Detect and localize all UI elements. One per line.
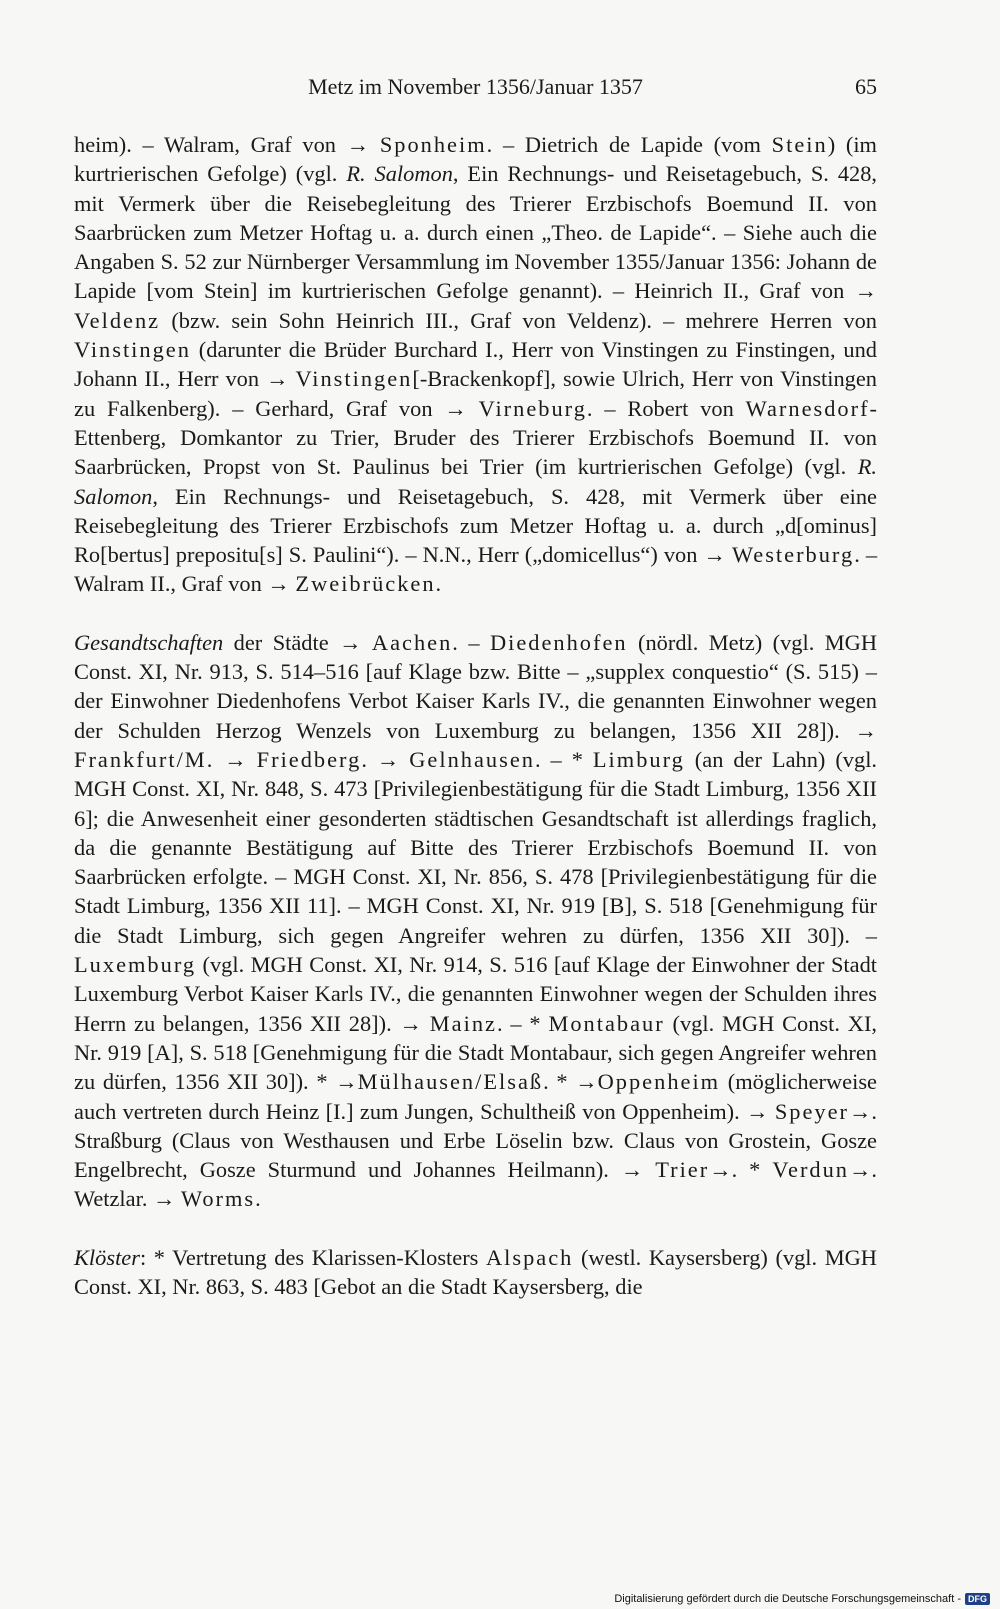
place-name: Friedberg [256,746,362,772]
place-name: Vinstingen [74,337,191,363]
place-name: Limburg [592,746,685,772]
text: [-Brackenkopf], sowie Ulrich, Herr von Vinstingen zu Falkenberg). – Gerhard, Graf von [74,366,877,421]
text: (darunter die Brüder Burchard I., Herr von Vinstingen zu Finstingen, und Johann II., Herr von [74,337,877,392]
place-name: Vinstingen [295,366,413,392]
section-label: Klöster [74,1244,140,1270]
place-name: Montabaur [548,1010,665,1036]
arrow-icon: → [153,1186,176,1212]
text: ) (im kurtrierischen Gefolge) (vgl. [74,132,877,187]
arrow-icon: → [849,1157,872,1183]
text: -Ettenberg, Domkantor zu Trier, Bruder des Trierer Erzbischofs Boemund II. von Saarbrücken, Propst von St. Paulinus bei Trier (im kurtrierischen Gefolge) (vgl. [74,395,877,480]
dfg-logo-icon: DFG [965,1593,990,1605]
arrow-icon: → [266,366,289,392]
place-name: Aachen [371,629,453,655]
place-name: Luxemburg [74,952,197,978]
paragraph-persons [74,130,877,599]
place-name: Virneburg [478,395,587,421]
place-name: Mainz [429,1010,497,1036]
text: heim). – Walram, Graf von [74,132,347,157]
arrow-icon: → [849,1098,872,1124]
place-name: Veldenz [74,307,161,333]
arrow-icon: → [339,629,362,655]
page-header [74,72,877,102]
text: . – [452,629,490,655]
place-name: Oppenheim [597,1069,721,1095]
text: . [435,571,442,597]
text: . * [543,1069,576,1095]
author-name: R. Salomon [74,454,877,509]
arrow-icon: → [224,746,247,772]
running-title: Metz im November 1356/Januar 1357 [308,74,643,99]
main-text [74,130,877,1301]
text: . * [731,1157,773,1183]
text: . [361,746,377,772]
place-name: Westerburg [731,542,855,568]
paragraph-embassies [74,628,877,1214]
text: (nördl. Metz) (vgl. MGH Const. XI, Nr. 913, S. 514–516 [auf Klage bzw. Bitte – „supplex conquestio“ (S. 515) – der Einwohner Diedenhofens Verbot Kaiser Karls IV., die genannten Einwohner wegen der Schulden Herzog Wenzels von Luxemburg zu belangen, 1356 XII 28]). [74,629,877,743]
arrow-icon: → [746,1098,769,1124]
arrow-icon: → [854,278,877,304]
text: . – * [534,746,593,772]
author-name: R. Salomon [346,161,453,187]
place-name: Verdun [772,1157,849,1183]
page-number: 65 [855,74,877,99]
text [214,747,224,772]
text: . Straßburg (Claus von Westhausen und Erbe Löselin bzw. Claus von Grostein, Gosze Engelbrecht, Gosze Sturmund und Johannes Heilmann). [74,1098,877,1183]
arrow-icon: → [709,1157,732,1183]
place-name: Alspach [485,1244,574,1270]
text: . – Dietrich de Lapide (vom [486,132,772,157]
text: (an der Lahn) (vgl. MGH Const. XI, Nr. 848, S. 473 [Privilegienbestätigung für die Stadt Limburg, 1356 XII 6]; die Anwesenheit einer gesonderten städtischen Gesandtschaft ist allerdings fraglich, da die genannte Bestätigung auf Bitte des Trierer Erzbischofs Boemund II. von Saarbrücken erfolgte. – MGH Const. XI, Nr. 856, S. 478 [Privilegienbestätigung für die Stadt Limburg, 1356 XII 11]. – MGH Const. XI, Nr. 919 [B], S. 518 [Genehmigung für die Stadt Limburg, sich gegen Angreifer wehren zu dürfen, 1356 XII 30]). – [74,746,878,948]
place-name: Warnesdorf [745,395,870,421]
arrow-icon: → [267,571,290,597]
text: (westl. Kaysersberg) (vgl. MGH Const. XI, Nr. 863, S. 483 [Gebot an die Stadt Kaysersberg, die [74,1244,877,1299]
text: . Wetzlar. [74,1157,877,1212]
place-name: Frankfurt/M. [74,746,215,772]
arrow-icon: → [444,395,467,421]
arrow-icon: → [854,717,877,743]
text: (vgl. MGH Const. XI, Nr. 914, S. 516 [auf Klage der Einwohner der Stadt Luxemburg Verbot Kaiser Karls IV., die genannten Einwohner wegen der Schulden ihres Herrn zu belangen, 1356 XII 28]). [74,952,877,1036]
text: . – Robert von [586,395,746,421]
text: (möglicherweise auch vertreten durch Heinz [I.] zum Jungen, Schultheiß von Oppenheim). [74,1069,877,1124]
place-name: Worms [181,1186,256,1212]
place-name: Mülhausen/Elsaß [357,1069,544,1095]
paragraph-monasteries [74,1243,877,1302]
text: . – Walram II., Graf von [74,542,878,597]
text: , Ein Rechnungs- und Reisetagebuch, S. 428, mit Vermerk über die Reisebegleitung des Trierer Erzbischofs Boemund II. von Saarbrücken zum Metzer Hoftag u. a. durch einen „Theo. de Lapide“. – Siehe auch die Angaben S. 52 zur Nürnberger Versammlung im November 1355/Januar 1356: Johann de Lapide [vom Stein] im kurtrierischen Gefolge genannt). – Heinrich II., Graf von [74,161,877,304]
place-name: Zweibrücken [295,571,436,597]
text: (vgl. MGH Const. XI, Nr. 919 [A], S. 518 [Genehmigung für die Stadt Montabaur, sich gegen Angreifer wehren zu dürfen, 1356 XII 30]). * [74,1010,878,1095]
place-name: Sponheim [379,132,487,157]
arrow-icon: → [346,132,370,157]
arrow-icon: → [575,1069,598,1095]
arrow-icon: → [376,746,400,772]
section-label: Gesandtschaften [74,629,224,655]
digitization-credit [614,1593,990,1605]
arrow-icon: → [620,1157,644,1183]
place-name: Gelnhausen [409,746,535,772]
arrow-icon: → [703,542,726,568]
place-name: Stein [771,132,828,157]
text: der Städte [223,629,340,655]
arrow-icon: → [335,1069,358,1095]
text: . [255,1186,261,1212]
text: , Ein Rechnungs- und Reisetagebuch, S. 428, mit Vermerk über eine Reisebegleitung des Trierer Erzbischofs zum Metzer Hoftag u. a. durch „d[ominus] Ro[bertus] prepositu[s] S. Paulini“). – N.N., Herr („domicellus“) von [74,483,877,568]
arrow-icon: → [399,1010,422,1036]
credit-text: Digitalisierung gefördert durch die Deutsche Forschungsgemeinschaft - [614,1593,961,1605]
text: . – * [496,1010,549,1036]
place-name: Diedenhofen [489,629,628,655]
place-name: Speyer [774,1098,849,1124]
place-name: Trier [655,1157,710,1183]
text: (bzw. sein Sohn Heinrich III., Graf von Veldenz). – mehrere Herren von [160,307,877,333]
text: : * Vertretung des Klarissen-Klosters [139,1244,486,1270]
